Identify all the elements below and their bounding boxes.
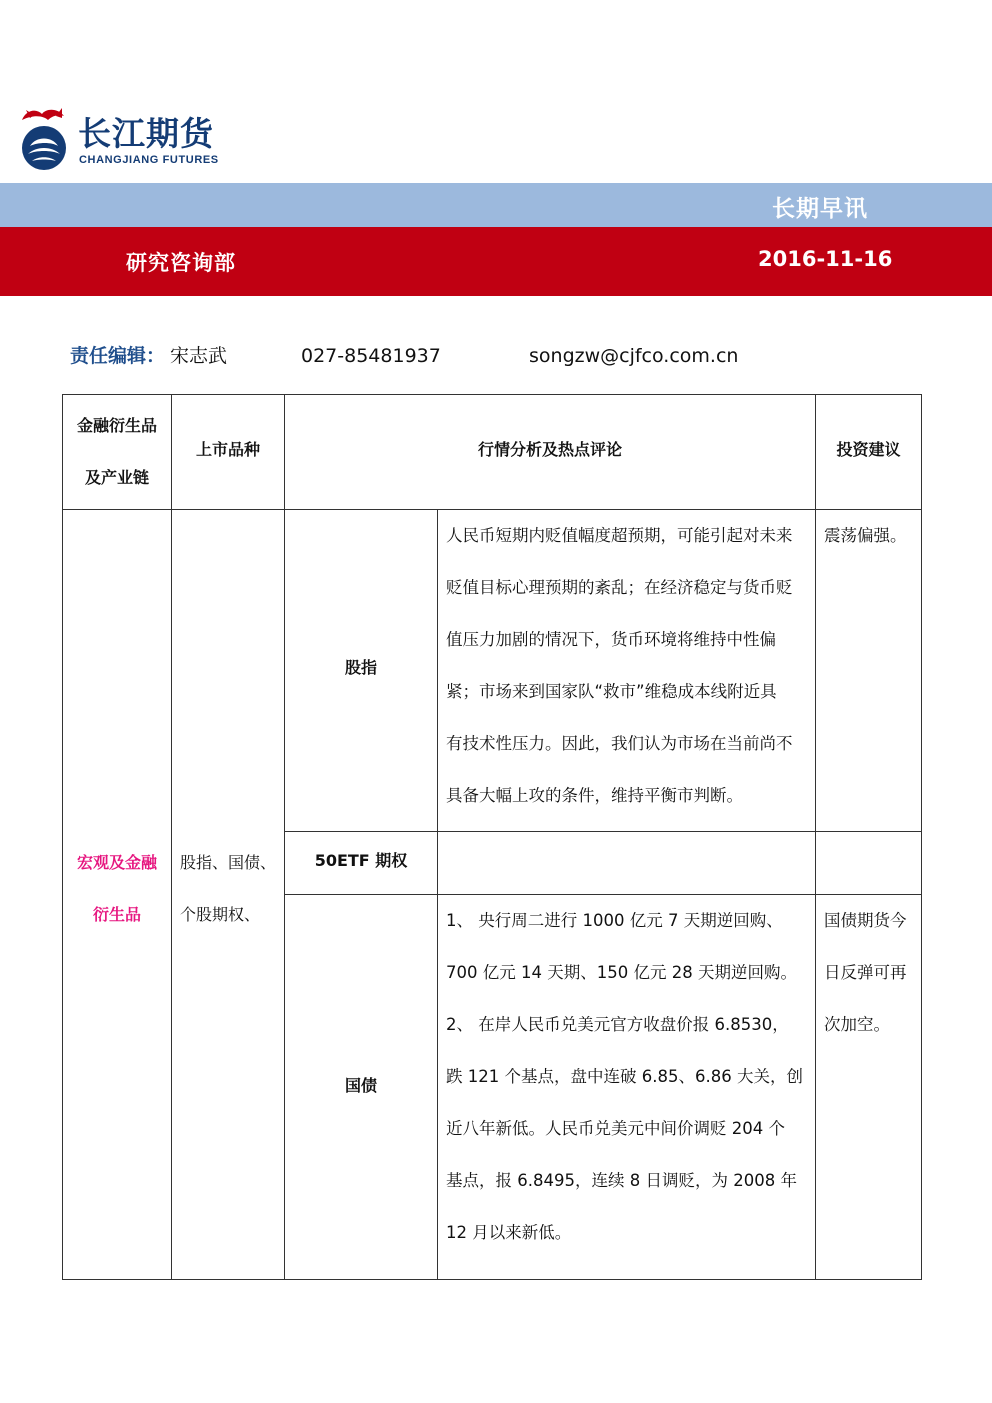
analysis-line: 跌 121 个基点，盘中连破 6.85、6.86 大关，创 <box>446 1067 803 1086</box>
header-sector-line2: 及产业链 <box>84 468 149 487</box>
table-border <box>171 394 172 1280</box>
analysis-line: 2、 在岸人民币兑美元官方收盘价报 6.8530， <box>446 1015 789 1034</box>
analysis-line: 紧；市场来到国家队“救市”维稳成本线附近具 <box>446 682 777 701</box>
product-50etf-option: 50ETF 期权 <box>314 850 408 870</box>
analysis-line: 具备大幅上攻的条件，维持平衡市判断。 <box>446 786 743 805</box>
advice-line: 国债期货今 <box>824 911 907 930</box>
company-logo <box>16 106 256 172</box>
listed-cell <box>180 837 284 941</box>
analysis-table <box>62 394 922 1280</box>
logo-text-en: CHANGJIANG FUTURES <box>79 154 219 166</box>
editor-label-text: 责任编辑 <box>70 345 147 367</box>
title-bar <box>0 183 992 227</box>
table-border <box>921 394 922 1280</box>
header-analysis: 行情分析及热点评论 <box>477 439 622 459</box>
sector-line: 宏观及金融 <box>76 853 157 872</box>
advice-line: 日反弹可再 <box>824 963 907 982</box>
advice-treasury-bond <box>824 895 920 1051</box>
listed-line: 股指、国债、 <box>180 853 277 872</box>
analysis-line: 贬值目标心理预期的紊乱；在经济稳定与货币贬 <box>446 578 793 597</box>
header-sector <box>63 395 171 509</box>
editor-email[interactable]: songzw@cjfco.com.cn <box>529 345 739 367</box>
editor-info <box>70 343 970 369</box>
analysis-line: 1、 央行周二进行 1000 亿元 7 天期逆回购、 <box>446 911 783 930</box>
table-border <box>437 509 438 1280</box>
table-border <box>815 394 816 1280</box>
listed-line: 个股期权、 <box>180 905 261 924</box>
editor-label <box>70 343 165 369</box>
table-border <box>62 1279 922 1280</box>
product-stock-index: 股指 <box>344 657 377 677</box>
analysis-line: 近八年新低。人民币兑美元中间价调贬 204 个 <box>446 1119 785 1138</box>
advice-stock-index <box>824 510 920 562</box>
header-sector-line1: 金融衍生品 <box>76 416 157 435</box>
header-listed: 上市品种 <box>195 439 260 459</box>
analysis-line: 值压力加剧的情况下，货币环境将维持中性偏 <box>446 630 776 649</box>
product-treasury-bond: 国债 <box>344 1075 377 1095</box>
analysis-line: 基点，报 6.8495，连续 8 日调贬，为 2008 年 <box>446 1171 797 1190</box>
analysis-stock-index <box>446 510 812 822</box>
editor-phone: 027-85481937 <box>301 345 441 367</box>
report-title: 长期早讯 <box>772 196 868 222</box>
analysis-line: 有技术性压力。因此，我们认为市场在当前尚不 <box>446 734 793 753</box>
editor-colon: ： <box>146 345 166 367</box>
logo-text-cn: 长江期货 <box>78 114 214 153</box>
sector-cell <box>63 837 171 941</box>
analysis-line: 12 月以来新低。 <box>446 1223 572 1242</box>
analysis-line: 700 亿元 14 天期、150 亿元 28 天期逆回购。 <box>446 963 797 982</box>
department-name: 研究咨询部 <box>126 251 236 275</box>
advice-line: 震荡偏强。 <box>824 526 907 545</box>
editor-name: 宋志武 <box>170 345 228 367</box>
sector-line: 衍生品 <box>92 905 141 924</box>
dragon-emblem-icon <box>16 106 74 172</box>
analysis-treasury-bond <box>446 895 812 1259</box>
report-date: 2016-11-16 <box>758 247 893 271</box>
header-advice: 投资建议 <box>836 439 901 459</box>
analysis-line: 人民币短期内贬值幅度超预期，可能引起对未来 <box>446 526 793 545</box>
department-bar <box>0 227 992 296</box>
advice-line: 次加空。 <box>824 1015 890 1034</box>
